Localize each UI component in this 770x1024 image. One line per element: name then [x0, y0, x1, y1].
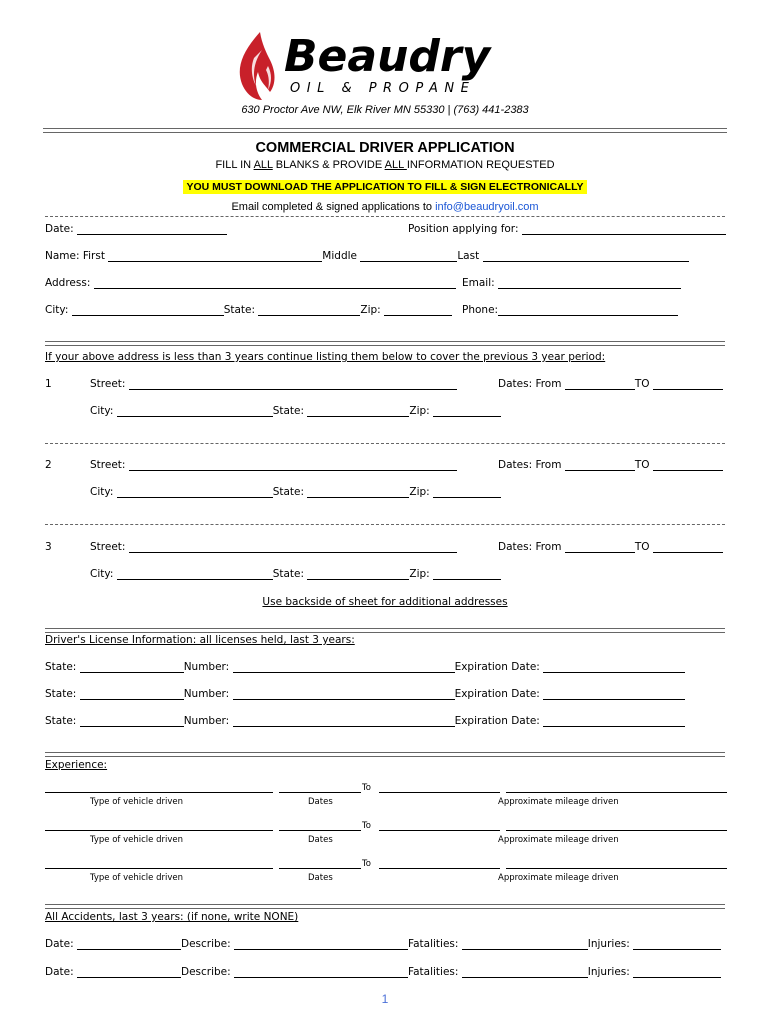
- company-logo: [232, 30, 532, 102]
- city-field[interactable]: [117, 405, 273, 417]
- mileage-caption: Approximate mileage driven: [498, 797, 619, 807]
- experience-heading: Experience:: [45, 759, 108, 771]
- license-heading: Driver's License Information: all licenses held, last 3 years:: [45, 634, 355, 646]
- email-instruction: Email completed & signed applications to info@beaudryoil.com: [231, 201, 539, 213]
- to-label: To: [362, 859, 371, 869]
- state-field[interactable]: [307, 405, 409, 417]
- zip-field[interactable]: [433, 486, 501, 498]
- license-expiration-field[interactable]: [543, 661, 685, 673]
- company-address: 630 Proctor Ave NW, Elk River MN 55330 | (763) 441-2383: [241, 104, 529, 116]
- phone-field[interactable]: [498, 304, 678, 316]
- accident-date-field[interactable]: [77, 938, 181, 950]
- address-field[interactable]: [94, 277, 456, 289]
- name-row: Name: First Middle Last: [45, 250, 689, 262]
- street-field[interactable]: [129, 459, 457, 471]
- to-label: To: [362, 783, 371, 793]
- mileage-caption: Approximate mileage driven: [498, 835, 619, 845]
- accident-row: Date: Describe: Fatalities: Injuries:: [45, 966, 721, 978]
- fatalities-field[interactable]: [462, 938, 588, 950]
- dates-caption: Dates: [308, 835, 333, 845]
- dates-from-field[interactable]: [279, 830, 361, 831]
- mileage-field[interactable]: [506, 830, 727, 831]
- prev-city-row: City: State: Zip:: [90, 568, 501, 580]
- phone-row: Phone:: [462, 304, 678, 316]
- license-expiration-field[interactable]: [543, 688, 685, 700]
- header-divider: [43, 128, 727, 133]
- divider: [45, 341, 725, 346]
- zip-field[interactable]: [433, 405, 501, 417]
- fatalities-field[interactable]: [462, 966, 588, 978]
- license-expiration-field[interactable]: [543, 715, 685, 727]
- form-title: COMMERCIAL DRIVER APPLICATION: [255, 140, 515, 156]
- divider: [45, 443, 725, 444]
- vehicle-caption: Type of vehicle driven: [90, 835, 183, 845]
- license-row: State: Number: Expiration Date:: [45, 688, 685, 700]
- vehicle-field[interactable]: [45, 830, 273, 831]
- mileage-field[interactable]: [506, 868, 727, 869]
- license-number-field[interactable]: [233, 715, 455, 727]
- mileage-caption: Approximate mileage driven: [498, 873, 619, 883]
- license-state-field[interactable]: [80, 715, 184, 727]
- email-row: Email:: [462, 277, 681, 289]
- date-to-field[interactable]: [653, 541, 723, 553]
- date-from-field[interactable]: [565, 541, 635, 553]
- logo-subtitle: OIL & PROPANE: [290, 81, 476, 96]
- dates-to-field[interactable]: [379, 868, 500, 869]
- dates-caption: Dates: [308, 797, 333, 807]
- prev-street-row: Street:: [90, 378, 457, 390]
- date-to-field[interactable]: [653, 378, 723, 390]
- dates-to-field[interactable]: [379, 830, 500, 831]
- prev-city-row: City: State: Zip:: [90, 486, 501, 498]
- date-from-field[interactable]: [565, 459, 635, 471]
- prev-dates-row: Dates: From TO: [498, 378, 723, 390]
- flame-icon: [232, 30, 292, 102]
- dates-from-field[interactable]: [279, 792, 361, 793]
- state-field[interactable]: [258, 304, 360, 316]
- vehicle-caption: Type of vehicle driven: [90, 873, 183, 883]
- backside-note: Use backside of sheet for additional addresses: [262, 596, 508, 608]
- city-field[interactable]: [72, 304, 224, 316]
- prev-address-number: 1: [45, 378, 52, 390]
- street-field[interactable]: [129, 541, 457, 553]
- license-state-field[interactable]: [80, 661, 184, 673]
- download-notice: YOU MUST DOWNLOAD THE APPLICATION TO FILL & SIGN ELECTRONICALLY: [0, 177, 770, 195]
- position-row: Position applying for:: [408, 223, 726, 235]
- state-field[interactable]: [307, 568, 409, 580]
- vehicle-field[interactable]: [45, 868, 273, 869]
- instructions: FILL IN ALL BLANKS & PROVIDE ALL INFORMATION REQUESTED: [215, 159, 555, 171]
- state-field[interactable]: [307, 486, 409, 498]
- address-row: Address:: [45, 277, 456, 289]
- to-label: To: [362, 821, 371, 831]
- injuries-field[interactable]: [633, 938, 721, 950]
- dates-to-field[interactable]: [379, 792, 500, 793]
- divider: [45, 628, 725, 633]
- divider: [45, 524, 725, 525]
- vehicle-caption: Type of vehicle driven: [90, 797, 183, 807]
- accident-row: Date: Describe: Fatalities: Injuries:: [45, 938, 721, 950]
- first-name-field[interactable]: [108, 250, 322, 262]
- license-number-field[interactable]: [233, 688, 455, 700]
- city-field[interactable]: [117, 486, 273, 498]
- vehicle-field[interactable]: [45, 792, 273, 793]
- prev-address-heading: If your above address is less than 3 years continue listing them below to cover the previous 3 year period:: [45, 351, 606, 363]
- dates-caption: Dates: [308, 873, 333, 883]
- page-number: 1: [381, 992, 389, 1006]
- city-row: City: State: Zip:: [45, 304, 452, 316]
- middle-name-field[interactable]: [360, 250, 457, 262]
- accident-describe-field[interactable]: [234, 966, 408, 978]
- last-name-field[interactable]: [483, 250, 689, 262]
- date-to-field[interactable]: [653, 459, 723, 471]
- divider: [45, 216, 725, 217]
- date-field[interactable]: [77, 223, 227, 235]
- divider: [45, 904, 725, 909]
- email-link[interactable]: info@beaudryoil.com: [435, 201, 539, 213]
- prev-address-number: 2: [45, 459, 52, 471]
- email-field[interactable]: [498, 277, 681, 289]
- prev-city-row: City: State: Zip:: [90, 405, 501, 417]
- prev-street-row: Street:: [90, 541, 457, 553]
- date-row: Date:: [45, 223, 227, 235]
- accident-describe-field[interactable]: [234, 938, 408, 950]
- divider: [45, 752, 725, 757]
- dates-from-field[interactable]: [279, 868, 361, 869]
- prev-address-number: 3: [45, 541, 52, 553]
- mileage-field[interactable]: [506, 792, 727, 793]
- accidents-heading: All Accidents, last 3 years: (if none, write NONE): [45, 911, 299, 923]
- accident-date-field[interactable]: [77, 966, 181, 978]
- zip-field[interactable]: [433, 568, 501, 580]
- license-state-field[interactable]: [80, 688, 184, 700]
- street-field[interactable]: [129, 378, 457, 390]
- license-row: State: Number: Expiration Date:: [45, 661, 685, 673]
- logo-wordmark: Beaudry: [284, 31, 491, 82]
- position-field[interactable]: [522, 223, 726, 235]
- license-number-field[interactable]: [233, 661, 455, 673]
- zip-field[interactable]: [384, 304, 452, 316]
- prev-street-row: Street:: [90, 459, 457, 471]
- city-field[interactable]: [117, 568, 273, 580]
- prev-dates-row: Dates: From TO: [498, 459, 723, 471]
- license-row: State: Number: Expiration Date:: [45, 715, 685, 727]
- injuries-field[interactable]: [633, 966, 721, 978]
- prev-dates-row: Dates: From TO: [498, 541, 723, 553]
- date-from-field[interactable]: [565, 378, 635, 390]
